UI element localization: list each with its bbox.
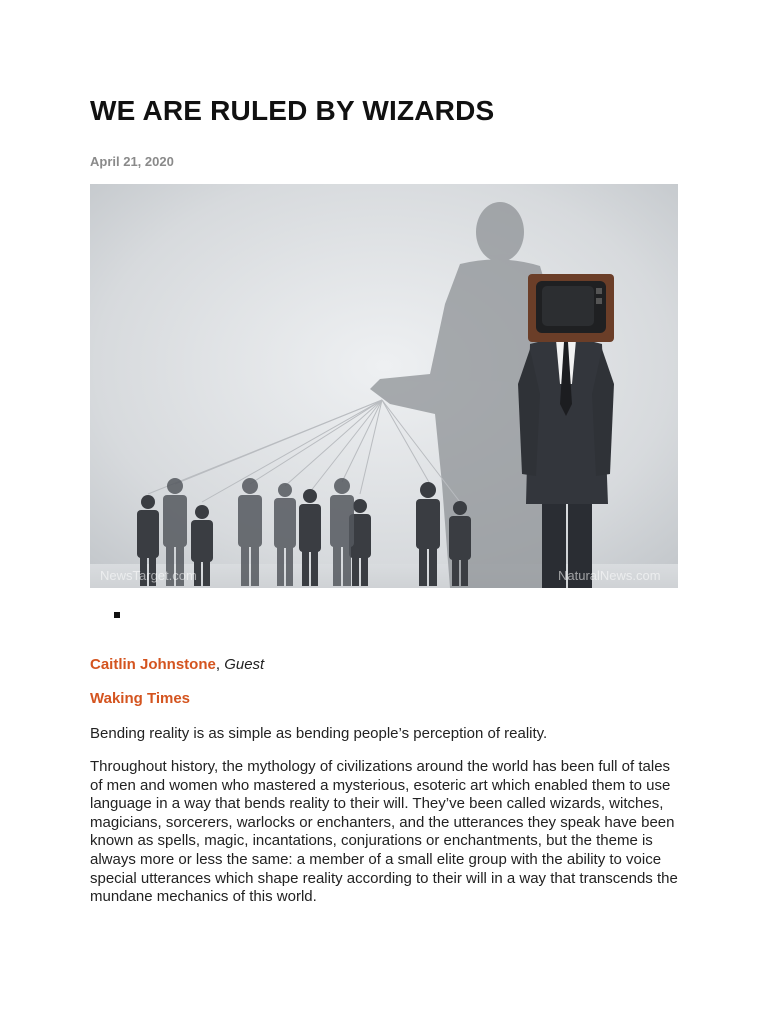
list-bullet xyxy=(114,612,120,618)
watermark-right: NaturalNews.com xyxy=(558,568,661,583)
watermark-left: NewsTarget.com xyxy=(100,568,197,583)
byline-separator: , xyxy=(215,656,225,673)
byline xyxy=(90,656,264,673)
author-role: Guest xyxy=(224,656,265,673)
paragraph-body: Throughout history, the mythology of civilizations around the world has been full of tales of men and women who mastered a mysterious, esoteric art which enabled them to use language in a way that bends reality to their will. They’ve been called wizards, witches, magicians, sorcerers, warlocks or enchanters, and the utterances they speak have been known as spells, magic, incantations, conjurations or enchantments, but the theme is always more or less the same: a member of a small elite group with the ability to voice special utterances which shape reality according to their will in a way that transcends the mundane mechanics of this world. xyxy=(90,758,678,906)
source-link[interactable]: Waking Times xyxy=(90,690,191,707)
paragraph-intro: Bending reality is as simple as bending people’s perception of reality. xyxy=(90,725,548,742)
article-title: WE ARE RULED BY WIZARDS xyxy=(90,95,495,126)
article-date: April 21, 2020 xyxy=(90,154,174,169)
author-link[interactable]: Caitlin Johnstone xyxy=(90,656,216,673)
hero-image xyxy=(90,184,678,588)
